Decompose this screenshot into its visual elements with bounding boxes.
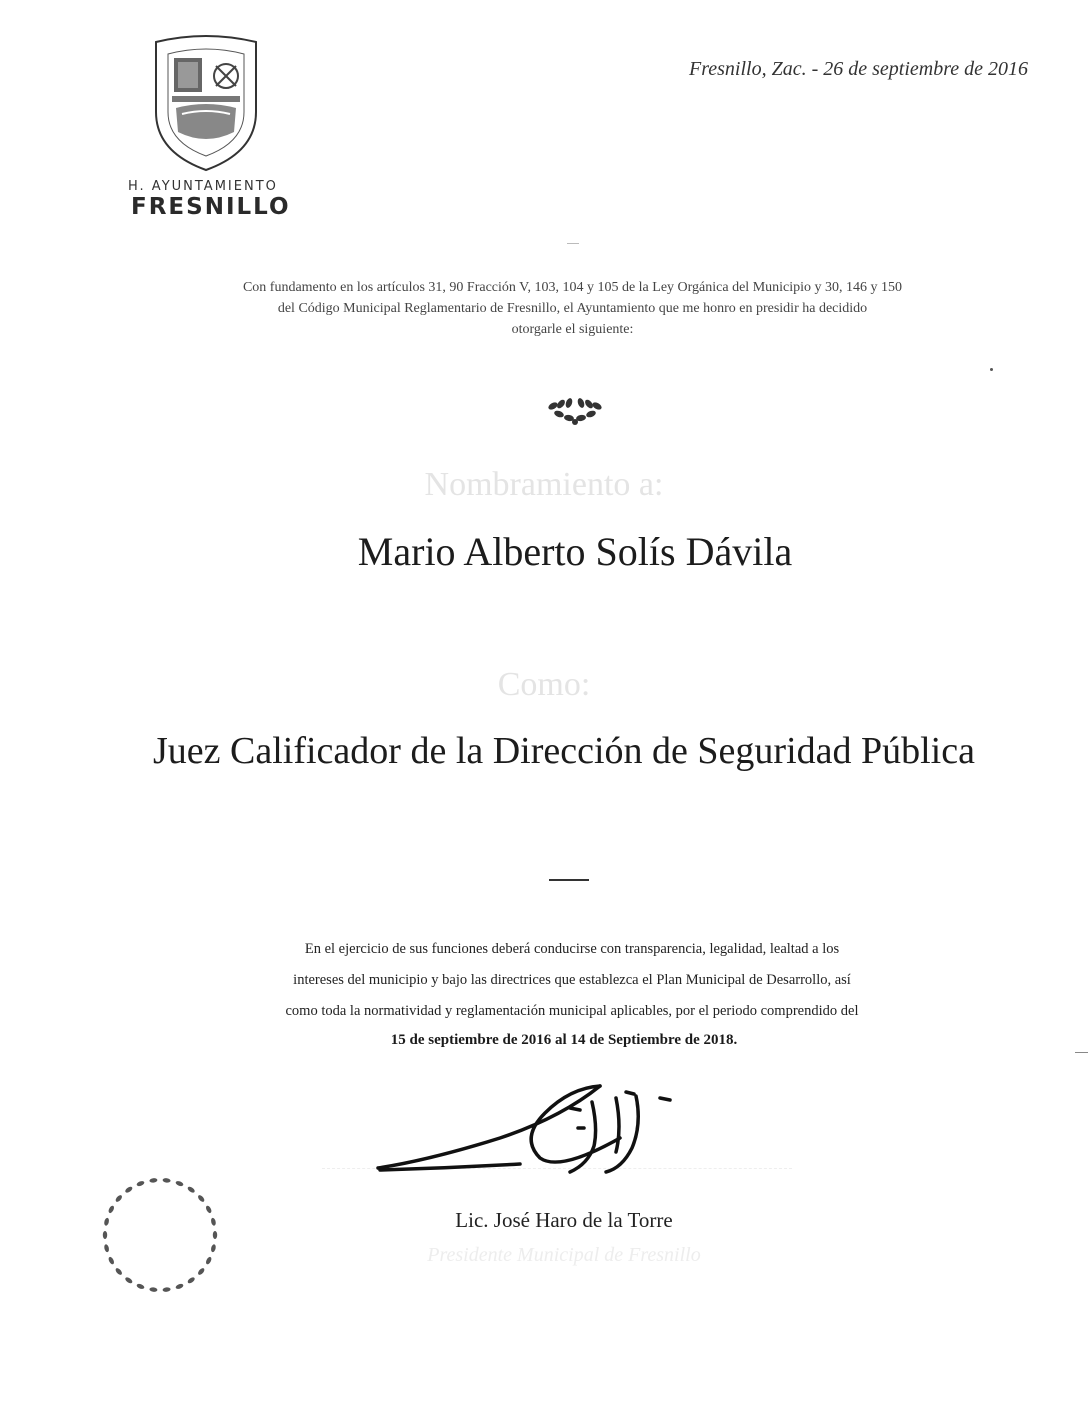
stamp-dot bbox=[175, 1180, 184, 1187]
stamp-dot bbox=[107, 1205, 115, 1214]
stamp-dot bbox=[114, 1194, 123, 1203]
stamp-dot bbox=[197, 1194, 206, 1203]
stamp-dot bbox=[149, 1287, 157, 1292]
stamp-dot bbox=[210, 1217, 216, 1226]
stamp-dot bbox=[162, 1178, 170, 1183]
body-line: En el ejercicio de sus funciones deberá conducirse con transparencia, legalidad, lealtad a los bbox=[304, 941, 840, 957]
intro-line: del Código Municipal Reglamentario de Fresnillo, el Ayuntamiento que me honro en presidir ha decidido bbox=[277, 301, 868, 316]
recipient-name: Mario Alberto Solís Dávila bbox=[357, 529, 793, 574]
stamp-dot bbox=[213, 1231, 217, 1239]
stamp-dot bbox=[124, 1276, 133, 1284]
body-line: como toda la normatividad y reglamentación municipal aplicables, por el periodo comprendido del bbox=[285, 1003, 859, 1019]
appointment-heading: Nombramiento a: bbox=[424, 466, 664, 503]
stamp-dot bbox=[136, 1180, 145, 1187]
position-title: Juez Calificador de la Dirección de Seguridad Pública bbox=[153, 730, 975, 772]
signatory-name: Lic. José Haro de la Torre bbox=[455, 1208, 673, 1232]
handwritten-signature bbox=[370, 1068, 710, 1180]
stamp-dot bbox=[187, 1186, 196, 1194]
stamp-dot bbox=[197, 1267, 206, 1276]
stamp-dot bbox=[103, 1231, 107, 1239]
stamp-dot bbox=[175, 1283, 184, 1290]
stamp-dot bbox=[136, 1283, 145, 1290]
edge-mark bbox=[1075, 1052, 1088, 1053]
stamp-dot bbox=[205, 1205, 213, 1214]
intro-line: Con fundamento en los artículos 31, 90 Fracción V, 103, 104 y 105 de la Ley Orgánica del Municipio y 30, 146 y 150 bbox=[242, 280, 903, 295]
section-divider bbox=[549, 879, 589, 881]
duties-paragraph bbox=[222, 934, 922, 1027]
header-dash bbox=[567, 243, 579, 244]
logo-text-ayuntamiento: H. AYUNTAMIENTO bbox=[128, 179, 278, 194]
laurel-ornament-icon bbox=[545, 396, 605, 428]
signatory-title: Presidente Municipal de Fresnillo bbox=[427, 1244, 701, 1266]
scan-dot bbox=[990, 368, 993, 371]
body-line: intereses del municipio y bajo las directrices que establezca el Plan Municipal de Desarrollo, así bbox=[293, 972, 851, 988]
document-date: Fresnillo, Zac. - 26 de septiembre de 2016 bbox=[688, 58, 1028, 80]
position-heading: Como: bbox=[497, 666, 591, 703]
legal-basis-paragraph bbox=[160, 277, 985, 340]
appointment-period: 15 de septiembre de 2016 al 14 de Septiembre de 2018. bbox=[390, 1032, 738, 1048]
logo-text-fresnillo: FRESNILLO bbox=[131, 194, 291, 220]
stamp-dot bbox=[124, 1186, 133, 1194]
stamp-dot bbox=[149, 1178, 157, 1183]
stamp-dot bbox=[205, 1256, 213, 1265]
intro-line: otorgarle el siguiente: bbox=[511, 322, 634, 337]
municipal-seal-logo bbox=[148, 34, 264, 174]
stamp-dot bbox=[103, 1244, 109, 1253]
dotted-stamp-ring bbox=[90, 1165, 230, 1305]
stamp-dot bbox=[107, 1256, 115, 1265]
stamp-dot bbox=[162, 1287, 170, 1292]
stamp-dot bbox=[210, 1244, 216, 1253]
stamp-dot bbox=[187, 1276, 196, 1284]
stamp-dot bbox=[103, 1217, 109, 1226]
stamp-dot bbox=[114, 1267, 123, 1276]
